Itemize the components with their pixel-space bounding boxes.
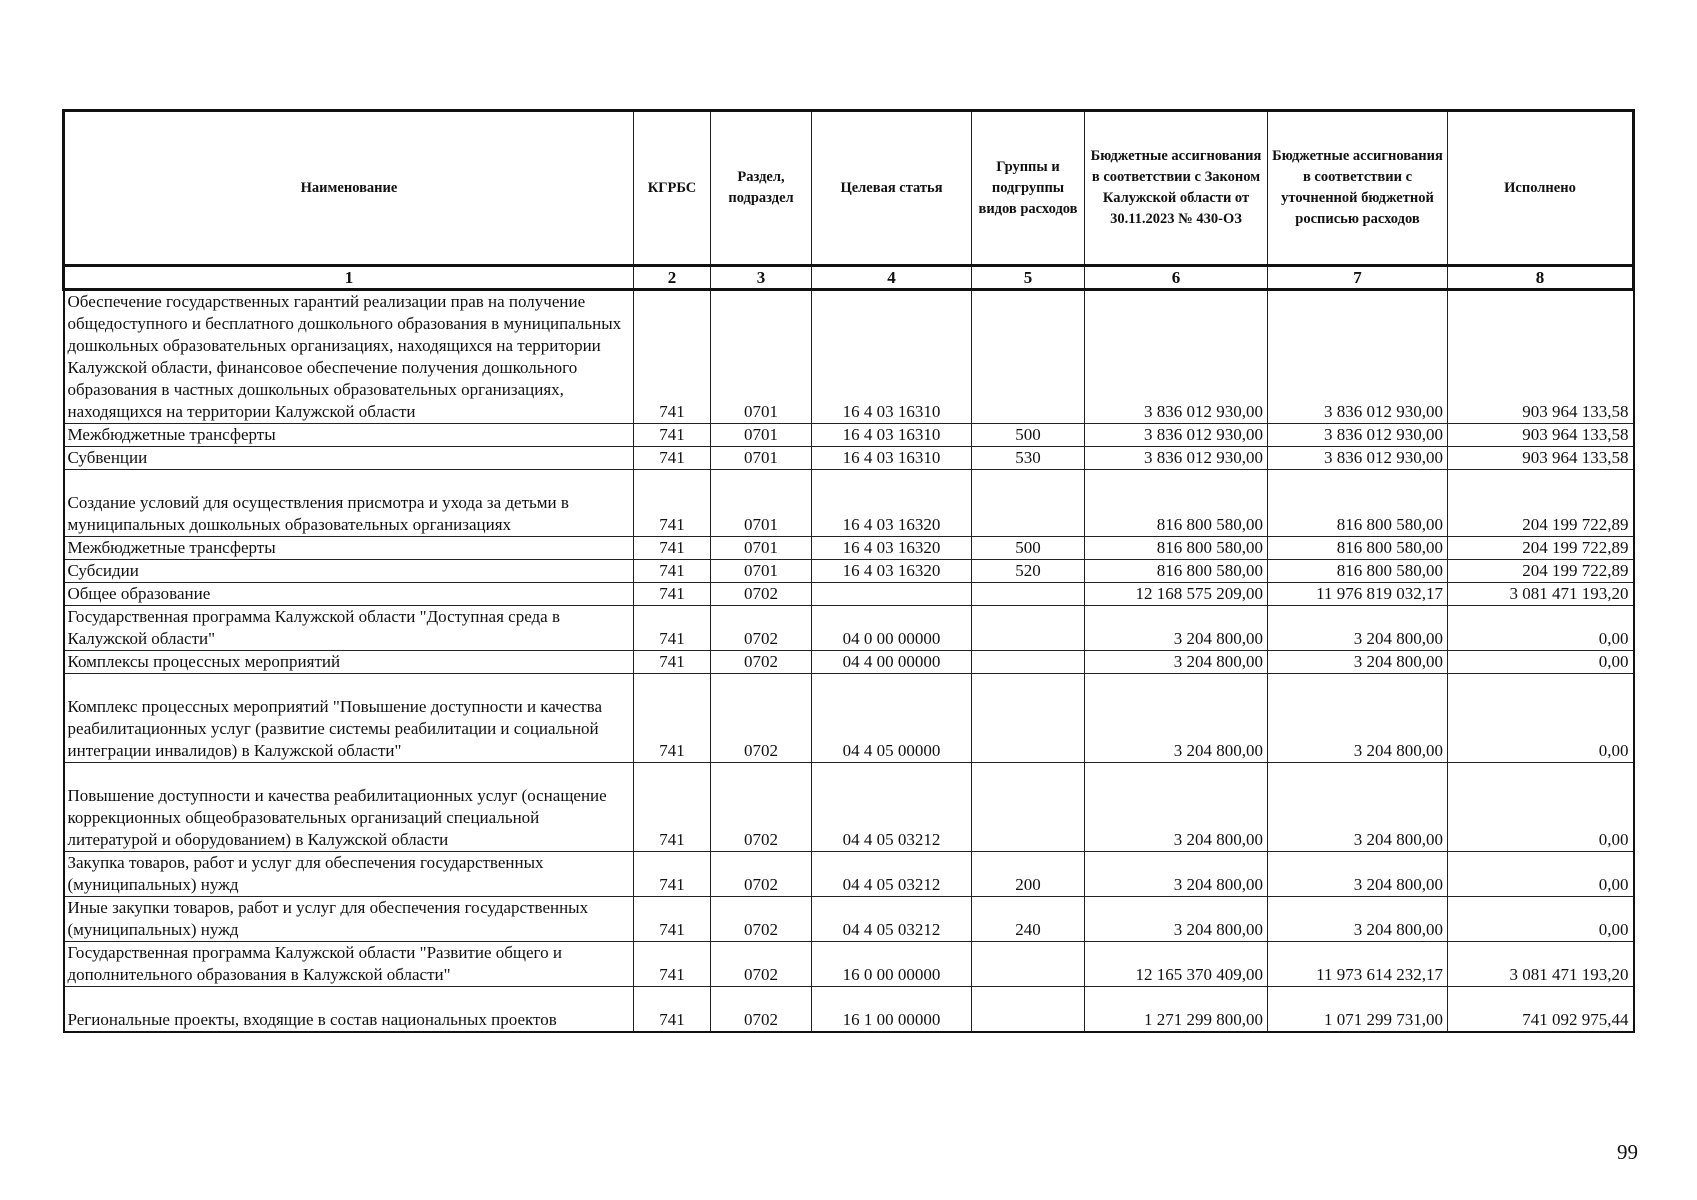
- row-section: 0702: [711, 674, 812, 763]
- row-kgrbs: 741: [634, 290, 711, 424]
- row-group: [972, 942, 1085, 987]
- column-number: 1: [64, 266, 634, 290]
- row-name: Иные закупки товаров, работ и услуг для обеспечения государственных (муниципальных) нужд: [64, 897, 634, 942]
- row-kgrbs: 741: [634, 606, 711, 651]
- row-executed-amount: 204 199 722,89: [1448, 537, 1634, 560]
- row-executed-amount: 0,00: [1448, 852, 1634, 897]
- row-refined-amount: 3 204 800,00: [1268, 651, 1448, 674]
- row-executed-amount: 204 199 722,89: [1448, 470, 1634, 537]
- row-law-amount: 3 204 800,00: [1085, 606, 1268, 651]
- header-law-allocations: Бюджетные ассигнования в соответствии с Законом Калужской области от 30.11.2023 № 430-ОЗ: [1085, 111, 1268, 266]
- row-law-amount: 3 836 012 930,00: [1085, 290, 1268, 424]
- column-number: 2: [634, 266, 711, 290]
- row-refined-amount: 3 204 800,00: [1268, 897, 1448, 942]
- row-executed-amount: 0,00: [1448, 897, 1634, 942]
- header-kgrbs: КГРБС: [634, 111, 711, 266]
- row-executed-amount: 903 964 133,58: [1448, 424, 1634, 447]
- row-name: Межбюджетные трансферты: [64, 424, 634, 447]
- row-group: [972, 606, 1085, 651]
- table-row: [64, 424, 1634, 447]
- row-refined-amount: 3 836 012 930,00: [1268, 290, 1448, 424]
- row-target: 16 4 03 16320: [812, 537, 972, 560]
- row-executed-amount: 0,00: [1448, 674, 1634, 763]
- row-executed-amount: 0,00: [1448, 606, 1634, 651]
- row-section: 0701: [711, 290, 812, 424]
- row-law-amount: 816 800 580,00: [1085, 470, 1268, 537]
- row-section: 0702: [711, 606, 812, 651]
- row-kgrbs: 741: [634, 852, 711, 897]
- row-name: Комплекс процессных мероприятий "Повышение доступности и качества реабилитационных услуг (развитие системы реабилитации и социальной интеграции инвалидов) в Калужской области": [64, 674, 634, 763]
- column-number-row: [64, 266, 1634, 290]
- row-executed-amount: 903 964 133,58: [1448, 447, 1634, 470]
- row-section: 0701: [711, 424, 812, 447]
- row-name: Создание условий для осуществления присмотра и ухода за детьми в муниципальных дошкольных образовательных организациях: [64, 470, 634, 537]
- table-row: [64, 987, 1634, 1033]
- row-name: Государственная программа Калужской области "Развитие общего и дополнительного образования в Калужской области": [64, 942, 634, 987]
- column-number: 7: [1268, 266, 1448, 290]
- row-target: 04 4 05 03212: [812, 763, 972, 852]
- row-target: 04 4 05 03212: [812, 852, 972, 897]
- row-law-amount: 816 800 580,00: [1085, 537, 1268, 560]
- row-kgrbs: 741: [634, 897, 711, 942]
- row-refined-amount: 1 071 299 731,00: [1268, 987, 1448, 1033]
- header-name: Наименование: [64, 111, 634, 266]
- table-row: [64, 583, 1634, 606]
- table-row: [64, 942, 1634, 987]
- row-target: 04 0 00 00000: [812, 606, 972, 651]
- row-target: 16 4 03 16310: [812, 447, 972, 470]
- row-refined-amount: 816 800 580,00: [1268, 560, 1448, 583]
- row-section: 0701: [711, 537, 812, 560]
- page-number: 99: [1617, 1140, 1638, 1164]
- table-row: [64, 560, 1634, 583]
- row-name: Государственная программа Калужской области "Доступная среда в Калужской области": [64, 606, 634, 651]
- row-target: 04 4 00 00000: [812, 651, 972, 674]
- column-number: 5: [972, 266, 1085, 290]
- row-group: [972, 470, 1085, 537]
- row-group: 520: [972, 560, 1085, 583]
- row-group: [972, 290, 1085, 424]
- row-law-amount: 816 800 580,00: [1085, 560, 1268, 583]
- row-refined-amount: 816 800 580,00: [1268, 470, 1448, 537]
- row-refined-amount: 816 800 580,00: [1268, 537, 1448, 560]
- row-name: Общее образование: [64, 583, 634, 606]
- row-kgrbs: 741: [634, 674, 711, 763]
- header-executed: Исполнено: [1448, 111, 1634, 266]
- row-name: Межбюджетные трансферты: [64, 537, 634, 560]
- table-row: [64, 537, 1634, 560]
- row-group: 240: [972, 897, 1085, 942]
- row-law-amount: 3 204 800,00: [1085, 763, 1268, 852]
- row-target: [812, 583, 972, 606]
- row-section: 0702: [711, 763, 812, 852]
- row-section: 0702: [711, 897, 812, 942]
- row-refined-amount: 11 976 819 032,17: [1268, 583, 1448, 606]
- row-section: 0701: [711, 560, 812, 583]
- row-law-amount: 3 204 800,00: [1085, 852, 1268, 897]
- row-section: 0702: [711, 651, 812, 674]
- row-law-amount: 12 168 575 209,00: [1085, 583, 1268, 606]
- row-refined-amount: 11 973 614 232,17: [1268, 942, 1448, 987]
- row-group: 200: [972, 852, 1085, 897]
- row-target: 16 4 03 16310: [812, 424, 972, 447]
- table-row: [64, 447, 1634, 470]
- budget-table: [62, 109, 1635, 1033]
- table-row: [64, 290, 1634, 424]
- table-row: [64, 470, 1634, 537]
- row-group: [972, 674, 1085, 763]
- row-executed-amount: 0,00: [1448, 763, 1634, 852]
- row-executed-amount: 3 081 471 193,20: [1448, 583, 1634, 606]
- row-section: 0701: [711, 447, 812, 470]
- row-name: Региональные проекты, входящие в состав национальных проектов: [64, 987, 634, 1033]
- row-target: 16 4 03 16320: [812, 560, 972, 583]
- row-kgrbs: 741: [634, 987, 711, 1033]
- row-law-amount: 3 204 800,00: [1085, 897, 1268, 942]
- row-name: Субсидии: [64, 560, 634, 583]
- row-name: Повышение доступности и качества реабилитационных услуг (оснащение коррекционных общеобразовательных организаций специальной литературой и оборудованием) в Калужской области: [64, 763, 634, 852]
- row-executed-amount: 903 964 133,58: [1448, 290, 1634, 424]
- row-target: 04 4 05 03212: [812, 897, 972, 942]
- row-kgrbs: 741: [634, 447, 711, 470]
- column-number: 4: [812, 266, 972, 290]
- table-row: [64, 651, 1634, 674]
- header-expense-groups: Группы и подгруппы видов расходов: [972, 111, 1085, 266]
- row-law-amount: 3 836 012 930,00: [1085, 424, 1268, 447]
- row-law-amount: 3 836 012 930,00: [1085, 447, 1268, 470]
- row-law-amount: 3 204 800,00: [1085, 651, 1268, 674]
- row-law-amount: 3 204 800,00: [1085, 674, 1268, 763]
- row-kgrbs: 741: [634, 424, 711, 447]
- header-refined-allocations: Бюджетные ассигнования в соответствии с уточненной бюджетной росписью расходов: [1268, 111, 1448, 266]
- column-number: 8: [1448, 266, 1634, 290]
- header-row: [64, 111, 1634, 266]
- row-section: 0702: [711, 987, 812, 1033]
- row-executed-amount: 204 199 722,89: [1448, 560, 1634, 583]
- row-section: 0702: [711, 942, 812, 987]
- table-row: [64, 674, 1634, 763]
- row-kgrbs: 741: [634, 537, 711, 560]
- row-target: 16 4 03 16310: [812, 290, 972, 424]
- header-section: Раздел, подраздел: [711, 111, 812, 266]
- row-kgrbs: 741: [634, 560, 711, 583]
- table-row: [64, 852, 1634, 897]
- row-executed-amount: 0,00: [1448, 651, 1634, 674]
- row-group: 500: [972, 537, 1085, 560]
- row-law-amount: 1 271 299 800,00: [1085, 987, 1268, 1033]
- row-refined-amount: 3 204 800,00: [1268, 606, 1448, 651]
- row-section: 0702: [711, 583, 812, 606]
- row-target: 16 0 00 00000: [812, 942, 972, 987]
- row-refined-amount: 3 204 800,00: [1268, 852, 1448, 897]
- column-number: 6: [1085, 266, 1268, 290]
- row-group: [972, 583, 1085, 606]
- row-group: [972, 987, 1085, 1033]
- row-group: [972, 763, 1085, 852]
- row-section: 0702: [711, 852, 812, 897]
- row-name: Комплексы процессных мероприятий: [64, 651, 634, 674]
- row-name: Субвенции: [64, 447, 634, 470]
- row-refined-amount: 3 836 012 930,00: [1268, 447, 1448, 470]
- row-name: Обеспечение государственных гарантий реализации прав на получение общедоступного и бесплатного дошкольного образования в муниципальных дошкольных образовательных организациях, находящихся на территории Калужской области, финансовое обеспечение получения дошкольного образования в частных дошкольных образовательных организациях, находящихся на территории Калужской области: [64, 290, 634, 424]
- row-kgrbs: 741: [634, 470, 711, 537]
- row-executed-amount: 3 081 471 193,20: [1448, 942, 1634, 987]
- row-name: Закупка товаров, работ и услуг для обеспечения государственных (муниципальных) нужд: [64, 852, 634, 897]
- row-kgrbs: 741: [634, 651, 711, 674]
- row-refined-amount: 3 204 800,00: [1268, 674, 1448, 763]
- row-target: 16 1 00 00000: [812, 987, 972, 1033]
- row-target: 04 4 05 00000: [812, 674, 972, 763]
- column-number: 3: [711, 266, 812, 290]
- row-kgrbs: 741: [634, 763, 711, 852]
- row-refined-amount: 3 204 800,00: [1268, 763, 1448, 852]
- row-executed-amount: 741 092 975,44: [1448, 987, 1634, 1033]
- table-row: [64, 897, 1634, 942]
- row-section: 0701: [711, 470, 812, 537]
- row-kgrbs: 741: [634, 583, 711, 606]
- row-group: [972, 651, 1085, 674]
- header-target-article: Целевая статья: [812, 111, 972, 266]
- row-group: 530: [972, 447, 1085, 470]
- row-refined-amount: 3 836 012 930,00: [1268, 424, 1448, 447]
- row-law-amount: 12 165 370 409,00: [1085, 942, 1268, 987]
- row-target: 16 4 03 16320: [812, 470, 972, 537]
- row-group: 500: [972, 424, 1085, 447]
- table-row: [64, 763, 1634, 852]
- row-kgrbs: 741: [634, 942, 711, 987]
- table-row: [64, 606, 1634, 651]
